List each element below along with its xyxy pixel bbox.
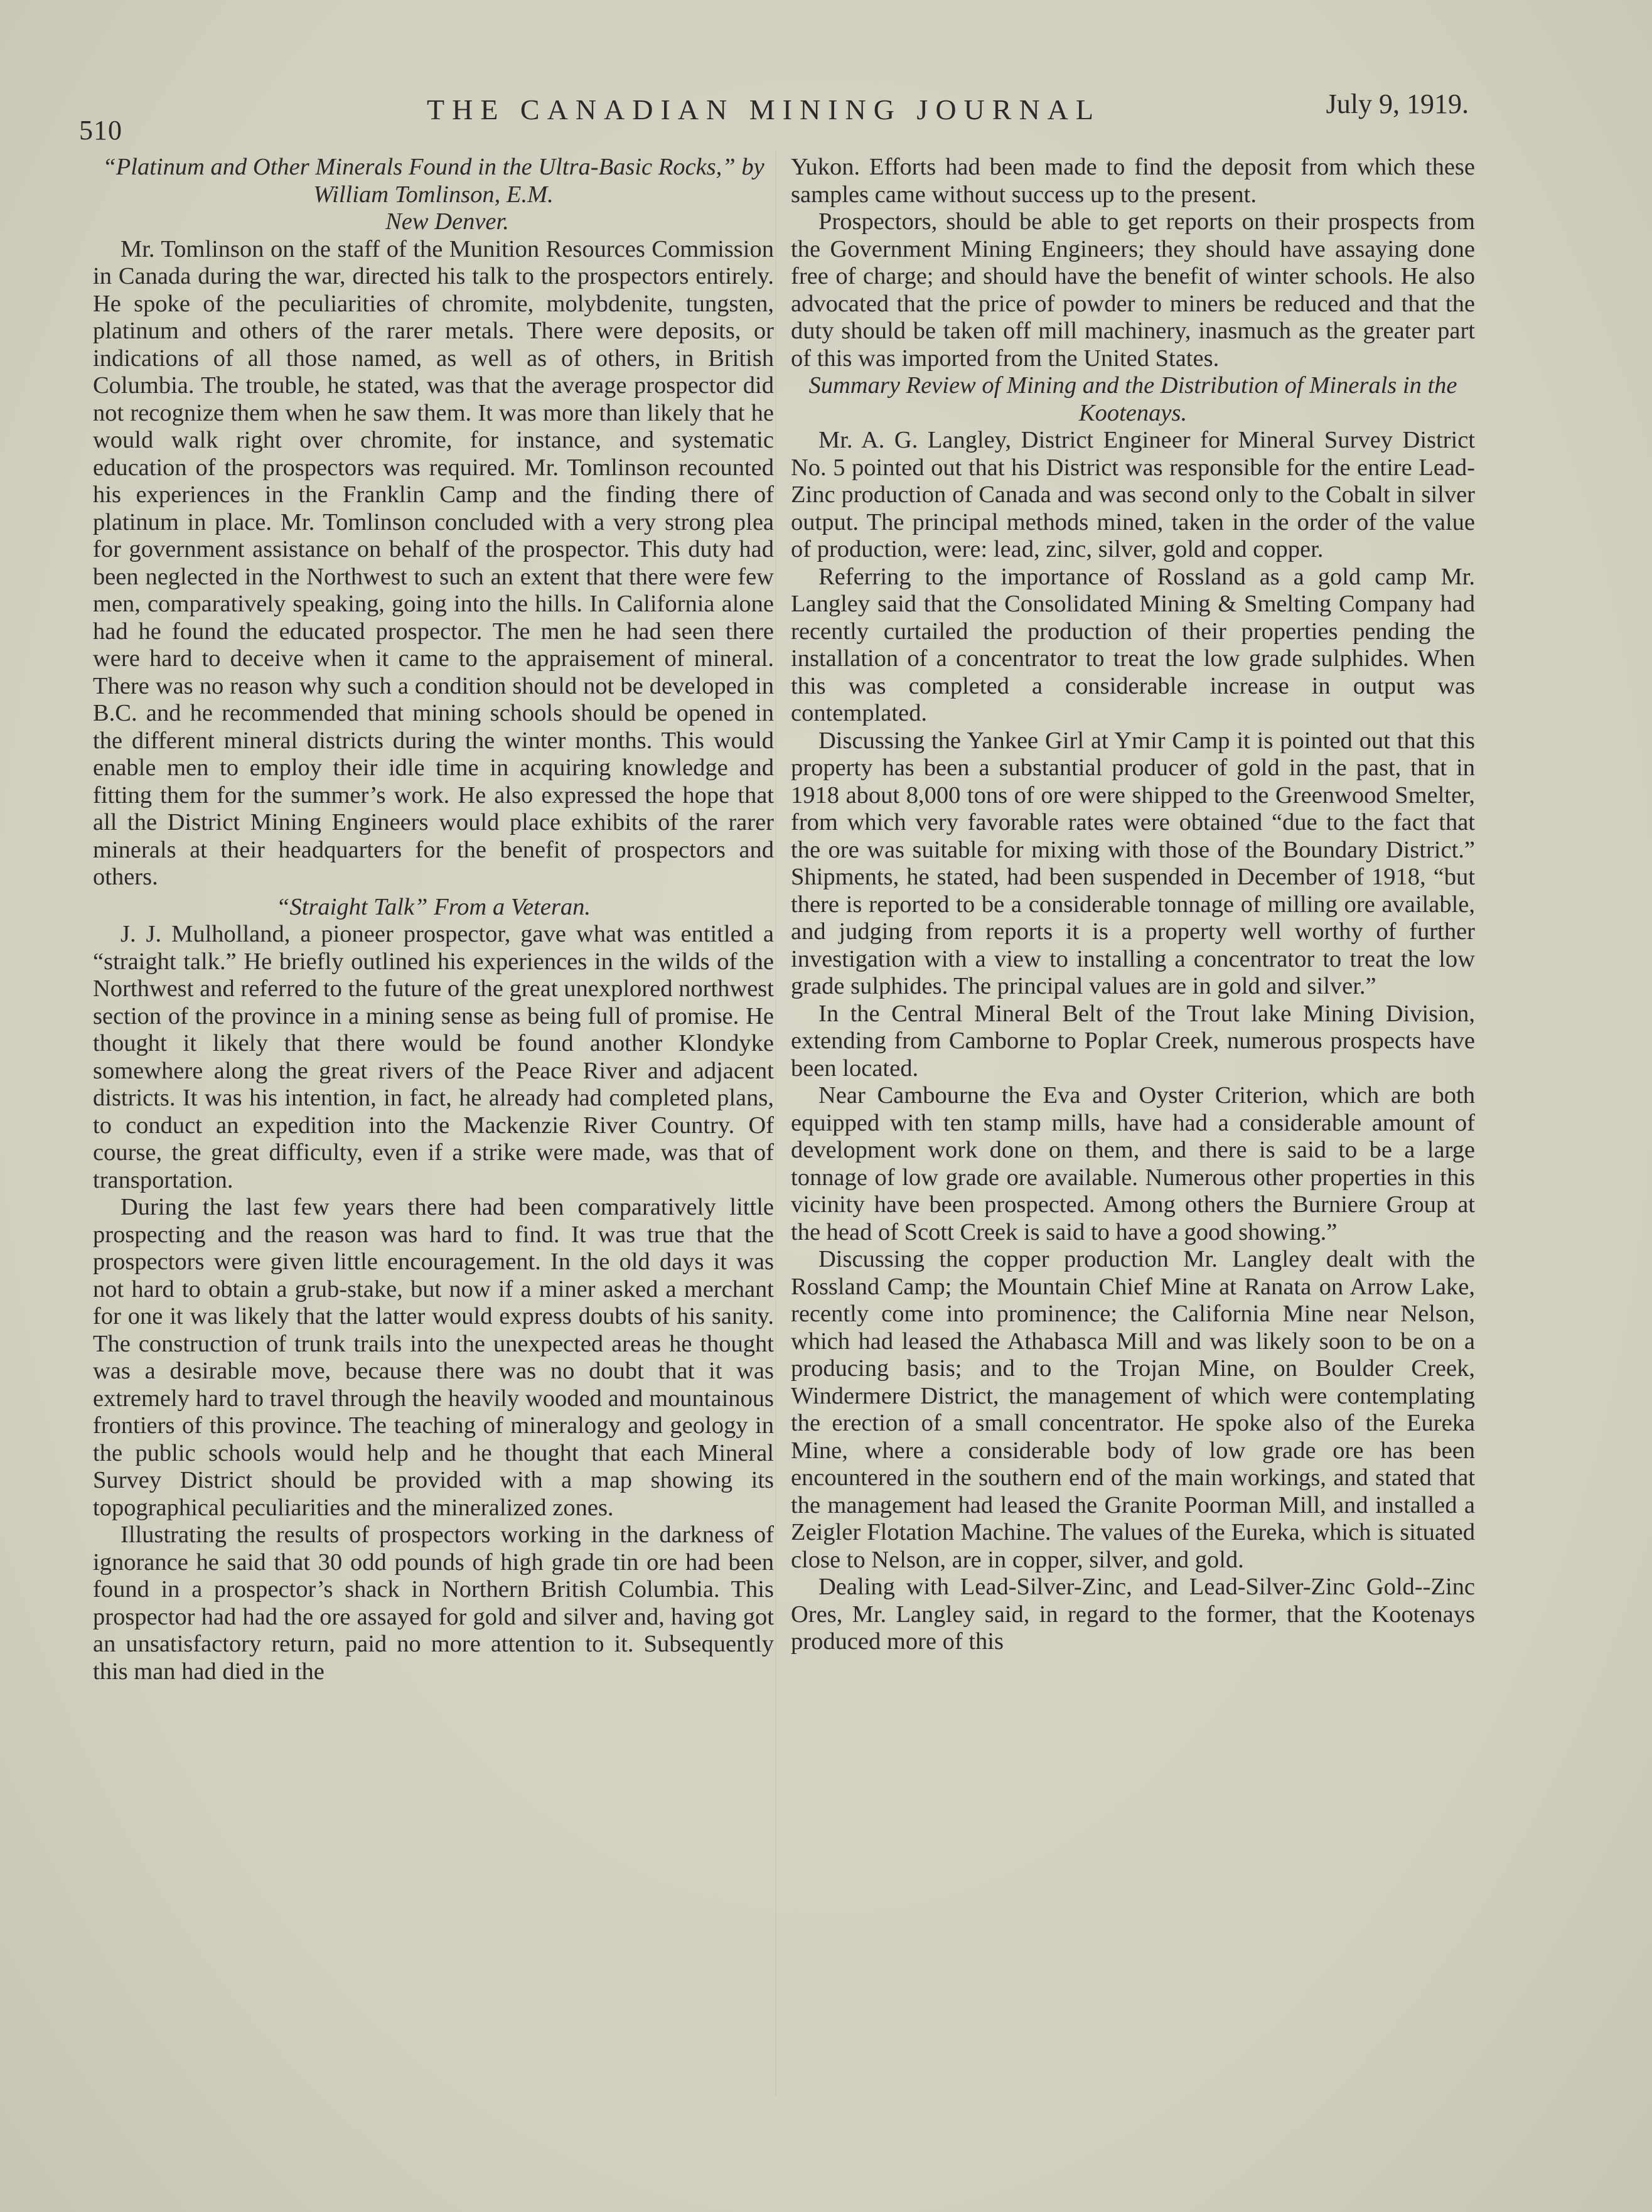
column-gutter [775, 151, 776, 2097]
paragraph: Near Cambourne the Eva and Oyster Criterion, which are both equipped with ten stamp mills, have had a considerable amount of development work done on them, and there is said to be a large tonnage of low grade ore available. Numerous other properties in this vicinity have been prospected. Among others the Burniere Group at the head of Scott Creek is said to have a good showing.” [791, 1082, 1475, 1245]
page-header [75, 88, 1469, 146]
page-number: 510 [79, 115, 122, 146]
paragraph-continuation: Yukon. Efforts had been made to find the deposit from which these samples came without success up to the present. [791, 154, 1475, 208]
paragraph: Illustrating the results of prospectors working in the darkness of ignorance he said that 30 odd pounds of high grade tin ore had been found in a prospector’s shack in Northern British Columbia. This prospector had had the ore assayed for gold and silver and, having got an unsatisfactory return, paid no more attention to it. Subsequently this man had died in the [93, 1522, 774, 1685]
paragraph: Mr. A. G. Langley, District Engineer for Mineral Survey District No. 5 pointed out that his District was responsible for the entire Lead-Zinc production of Canada and was second only to the Cobalt in silver output. The principal methods mined, taken in the order of the value of production, were: lead, zinc, silver, gold and copper. [791, 427, 1475, 562]
article-place: New Denver. [385, 208, 509, 235]
paragraph: Discussing the Yankee Girl at Ymir Camp it is pointed out that this property has been a substantial producer of gold in the past, that in 1918 about 8,000 tons of ore were shipped to the Greenwood Smelter, from which very favorable rates were obtained “due to the fact that the ore was suitable for mixing with those of the Boundary District.” Shipments, he stated, had been suspended in December of 1918, “but there is reported to be a considerable tonnage of milling ore available, and judging from reports it is a property well worthy of further investigation with a view to installing a concentrator to treat the low grade sulphides. The principal values are in gold and silver.” [791, 727, 1475, 999]
paragraph: Mr. Tomlinson on the staff of the Munition Resources Commission in Canada during the war, directed his talk to the prospectors entirely. He spoke of the peculiarities of chromite, molybdenite, tungsten, platinum and others of the rarer metals. There were deposits, or indications of all those named, as well as of others, in British Columbia. The trouble, he stated, was that the average prospector did not recognize them when he saw them. It was more than likely that he would walk right over chromite, for instance, and systematic education of the prospectors was required. Mr. Tomlinson recounted his experiences in the Franklin Camp and the finding there of platinum in place. Mr. Tomlinson concluded with a very strong plea for government assistance on behalf of the prospector. This duty had been neglected in the Northwest to such an extent that there were few men, comparatively speaking, going into the hills. In California alone had he found the educated prospector. The men he had seen there were hard to deceive when it came to the appraisement of mineral. There was no reason why such a condition should not be developed in B.C. and he recommended that mining schools should be opened in the different mineral districts during the winter months. This would enable men to employ their idle time in acquiring knowledge and fitting them for the summer’s work. He also expressed the hope that all the District Mining Engineers would place exhibits of the rarer minerals at their headquarters for the benefit of prospectors and others. [93, 235, 774, 890]
paragraph: During the last few years there had been comparatively little prospecting and the reason was hard to find. It was true that the prospectors were given little encouragement. In the old days it was not hard to obtain a grub-stake, but now if a miner asked a merchant for one it was likely that the latter would express doubts of his sanity. The construction of trunk trails into the unexpected areas he thought was a desirable move, because there was no doubt that it was extremely hard to travel through the heavily wooded and mountainous frontiers of this province. The teaching of mineralogy and geology in the public schools would help and he thought that each Mineral Survey District should be provided with a map showing its topographical peculiarities and the mineralized zones. [93, 1194, 774, 1521]
paragraph: Referring to the importance of Rossland as a gold camp Mr. Langley said that the Consolidated Mining & Smelting Company had recently curtailed the production of their properties pending the installation of a concentrator to treat the low grade sulphides. When this was completed a considerable increase in output was contemplated. [791, 563, 1475, 726]
article-title-platinum: “Platinum and Other Minerals Found in the Ultra-Basic Rocks,” by William Tomlinson, E.M. [102, 154, 764, 208]
article-title-kootenays: Summary Review of Mining and the Distribution of Minerals in the Kootenays. [808, 372, 1457, 426]
left-column [93, 154, 774, 1685]
paragraph: J. J. Mulholland, a pioneer prospector, gave what was entitled a “straight talk.” He briefly outlined his experiences in the wilds of the Northwest and referred to the future of the great unexplored northwest section of the province in a mining sense as being full of promise. He thought it likely that there would be found another Klondyke somewhere along the great rivers of the Peace River and adjacent districts. It was his intention, in fact, he already had completed plans, to conduct an expedition into the Mackenzie River Country. Of course, the great difficulty, even if a strike were made, was that of transportation. [93, 921, 774, 1193]
right-column [791, 154, 1475, 1656]
paragraph: Prospectors, should be able to get reports on their prospects from the Government Mining Engineers; they should have assaying done free of charge; and should have the benefit of winter schools. He also advocated that the price of powder to miners be reduced and that the duty should be taken off mill machinery, inasmuch as the greater part of this was imported from the United States. [791, 208, 1475, 372]
journal-title: THE CANADIAN MINING JOURNAL [427, 94, 1101, 126]
issue-date: July 9, 1919. [1326, 89, 1469, 119]
paragraph: In the Central Mineral Belt of the Trout lake Mining Division, extending from Camborne to Poplar Creek, numerous prospects have been located. [791, 1000, 1475, 1082]
paragraph: Discussing the copper production Mr. Langley dealt with the Rossland Camp; the Mountain Chief Mine at Ranata on Arrow Lake, recently come into prominence; the California Mine near Nelson, which had leased the Athabasca Mill and was likely soon to be on a producing basis; and to the Trojan Mine, on Boulder Creek, Windermere District, the management of which were contemplating the erection of a small concentrator. He spoke also of the Eureka Mine, where a considerable body of low grade ore has been encountered in the southern end of the main workings, and stated that the management had leased the Granite Poorman Mill, and installed a Zeigler Flotation Machine. The values of the Eureka, which is situated close to Nelson, are in copper, silver, and gold. [791, 1246, 1475, 1573]
paragraph: Dealing with Lead-Silver-Zinc, and Lead-Silver-Zinc Gold--Zinc Ores, Mr. Langley said, in regard to the former, that the Kootenays produced more of this [791, 1574, 1475, 1655]
article-title-straight-talk: “Straight Talk” From a Veteran. [276, 893, 591, 920]
